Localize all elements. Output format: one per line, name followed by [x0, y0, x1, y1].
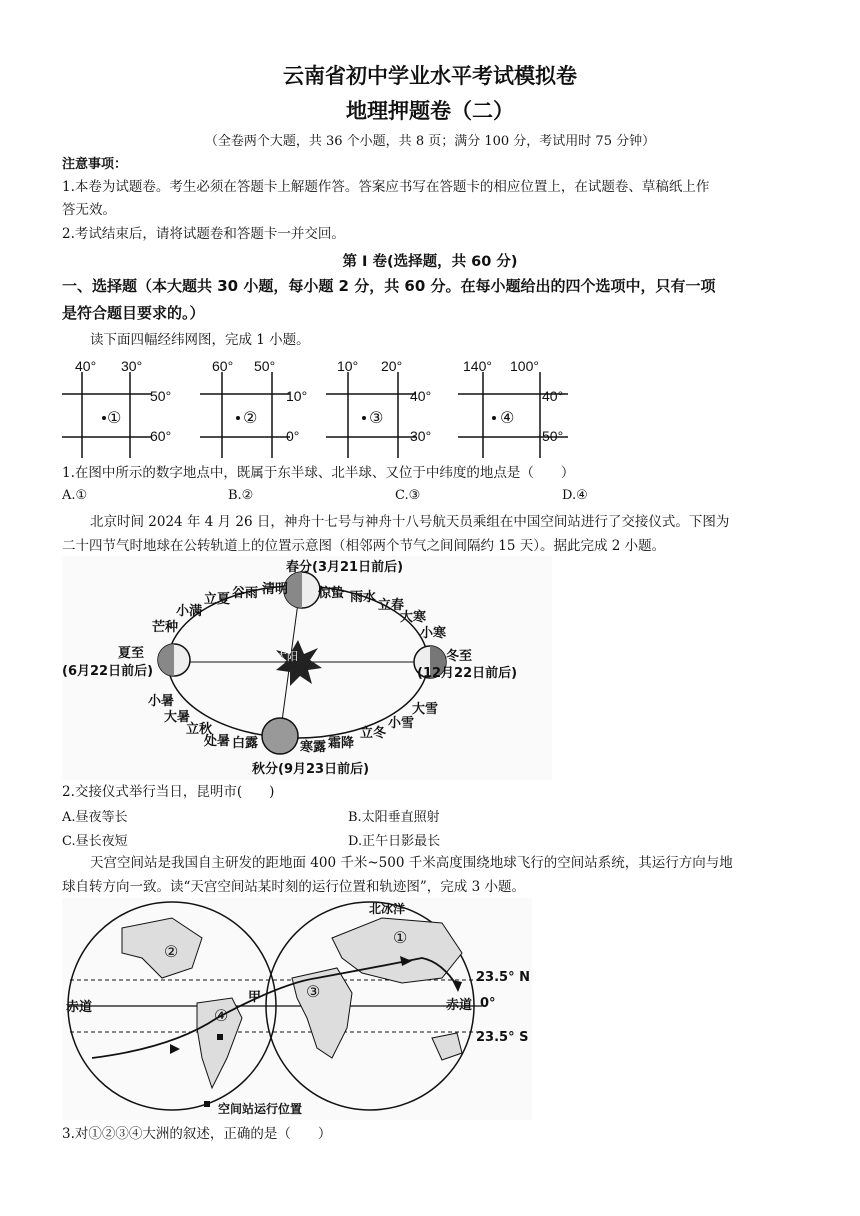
term-chushu: 处暑 — [204, 734, 231, 749]
summer-solstice-label: 夏至 — [118, 646, 145, 661]
note-1: 1.本卷为试题卷。考生必须在答题卡上解题作答。答案应书写在答题卡的相应位置上，在试题卷、草稿纸上作 — [62, 179, 710, 195]
notes-heading: 注意事项： — [62, 157, 128, 172]
grid3-lon-left: 10° — [337, 358, 359, 374]
term-liqiu: 立秋 — [186, 722, 213, 737]
legend-label: 空间站运行位置 — [218, 1102, 303, 1116]
grid1-lon-right: 30° — [121, 358, 143, 374]
grid1-lat-bottom: 60° — [150, 428, 172, 444]
exam-title: 云南省初中学业水平考试模拟卷 — [283, 64, 577, 88]
term-lidong: 立冬 — [360, 726, 387, 741]
lat-23n-label: 23.5° N — [476, 970, 530, 985]
term-guyu: 谷雨 — [232, 586, 259, 601]
term-qingming: 清明 — [262, 582, 289, 597]
grid4-lat-bottom: 50° — [542, 428, 564, 444]
grid1-lon-left: 40° — [75, 358, 97, 374]
note-2: 2.考试结束后，请将试题卷和答题卡一并交回。 — [62, 226, 345, 242]
grid4-lon-right: 100° — [510, 358, 539, 374]
grid4-point: ④ — [500, 410, 515, 427]
part1-instruction: 一、选择题（本大题共 30 小题，每小题 2 分，共 60 分。在每小题给出的四个选项中，只有一项 — [62, 277, 716, 295]
lat-0-label: 0° — [480, 996, 496, 1011]
q2-option-a[interactable]: A.昼夜等长 — [62, 810, 128, 825]
q1-option-d[interactable]: D.④ — [562, 488, 588, 503]
part1-instruction-cont: 是符合题目要求的。） — [62, 304, 205, 322]
legend-station-icon — [204, 1101, 210, 1107]
section-title: 第 I 卷(选择题，共 60 分) — [342, 254, 518, 270]
q3-intro-line2: 球自转方向一致。读“天宫空间站某时刻的运行位置和轨迹图”，完成 3 小题。 — [62, 879, 525, 895]
q3-stem: 3.对①②③④大洲的叙述，正确的是（ ） — [62, 1126, 332, 1142]
continent-1-label: ① — [393, 928, 408, 947]
grid3-point: ③ — [369, 410, 384, 427]
station-marker-icon — [217, 1034, 223, 1040]
q2-stem: 2.交接仪式举行当日，昆明市( ) — [62, 784, 275, 800]
grid2-lat-top: 10° — [286, 388, 308, 404]
exam-subject-title: 地理押题卷（二） — [346, 99, 514, 123]
sun-label: 太阳 — [276, 650, 298, 663]
continent-4-label: ④ — [214, 1006, 229, 1025]
grid2-lon-right: 50° — [254, 358, 276, 374]
term-hanlu: 寒露 — [300, 740, 327, 755]
q2-option-b[interactable]: B.太阳垂直照射 — [348, 810, 440, 825]
grid1-point: ① — [107, 410, 122, 427]
grid2-lon-left: 60° — [212, 358, 234, 374]
earth-spring-icon — [284, 572, 320, 608]
grid3-lon-right: 20° — [381, 358, 403, 374]
q1-stem: 1.在图中所示的数字地点中，既属于东半球、北半球、又位于中纬度的地点是（ ） — [62, 465, 575, 481]
continent-2-label: ② — [164, 942, 179, 961]
equator-label-left: 赤道 — [66, 1000, 93, 1015]
continent-3-label: ③ — [306, 982, 321, 1001]
jia-label: 甲 — [248, 990, 262, 1005]
term-jingzhe: 惊蛰 — [318, 586, 345, 601]
term-lixia: 立夏 — [204, 592, 231, 607]
q1-option-a[interactable]: A.① — [62, 488, 88, 503]
q1-intro: 读下面四幅经纬网图，完成 1 小题。 — [90, 332, 310, 348]
winter-solstice-label: 冬至 — [446, 649, 473, 664]
grid2-point: ② — [243, 410, 258, 427]
lat-23s-label: 23.5° S — [476, 1030, 529, 1045]
arctic-ocean-label: 北冰洋 — [369, 902, 406, 916]
term-xiaoman: 小满 — [176, 604, 203, 619]
winter-solstice-date: (12月22日前后) — [417, 666, 518, 681]
q1-option-b[interactable]: B.② — [228, 488, 254, 503]
q2-intro-line1: 北京时间 2024 年 4 月 26 日，神舟十七号与神舟十八号航天员乘组在中国空间站进行了交接仪式。下图为 — [90, 514, 730, 530]
spring-equinox-label: 春分(3月21日前后) — [286, 560, 404, 575]
q2-option-c[interactable]: C.昼长夜短 — [62, 834, 128, 849]
equator-label-right: 赤道 — [446, 998, 473, 1013]
earth-summer-icon — [158, 644, 190, 676]
exam-info: （全卷两个大题，共 36 个小题，共 8 页；满分 100 分，考试用时 75 分钟） — [204, 134, 656, 149]
term-mangzhong: 芒种 — [152, 620, 179, 635]
grid1-lat-top: 50° — [150, 388, 172, 404]
term-xiaohan: 小寒 — [420, 626, 447, 641]
earth-autumn-icon — [262, 718, 298, 754]
note-1-cont: 答无效。 — [62, 202, 116, 218]
term-bailu: 白露 — [232, 736, 259, 751]
autumn-equinox-label: 秋分(9月23日前后) — [252, 762, 370, 777]
q2-option-d[interactable]: D.正午日影最长 — [348, 834, 441, 849]
q2-intro-line2: 二十四节气时地球在公转轨道上的位置示意图（相邻两个节气之间间隔约 15 天）。据此完成 2 小题。 — [62, 538, 666, 554]
grid4-lat-top: 40° — [542, 388, 564, 404]
term-xiaoshu: 小暑 — [148, 694, 175, 709]
grid4-lon-left: 140° — [463, 358, 492, 374]
term-xiaoxue: 小雪 — [388, 716, 415, 731]
grid2-lat-bottom: 0° — [286, 428, 300, 444]
term-dahan: 大寒 — [400, 610, 427, 625]
term-dashu: 大暑 — [164, 710, 191, 725]
term-lichun: 立春 — [378, 598, 405, 613]
grid3-lat-bottom: 30° — [410, 428, 432, 444]
grid3-lat-top: 40° — [410, 388, 432, 404]
summer-solstice-date: (6月22日前后) — [62, 664, 154, 679]
q3-intro-line1: 天宫空间站是我国自主研发的距地面 400 千米~500 千米高度围绕地球飞行的空间站系统，其运行方向与地 — [90, 855, 733, 871]
term-shuangjiang: 霜降 — [328, 736, 355, 751]
term-daxue: 大雪 — [412, 702, 439, 717]
term-yushui: 雨水 — [350, 590, 377, 605]
q1-option-c[interactable]: C.③ — [395, 488, 421, 503]
